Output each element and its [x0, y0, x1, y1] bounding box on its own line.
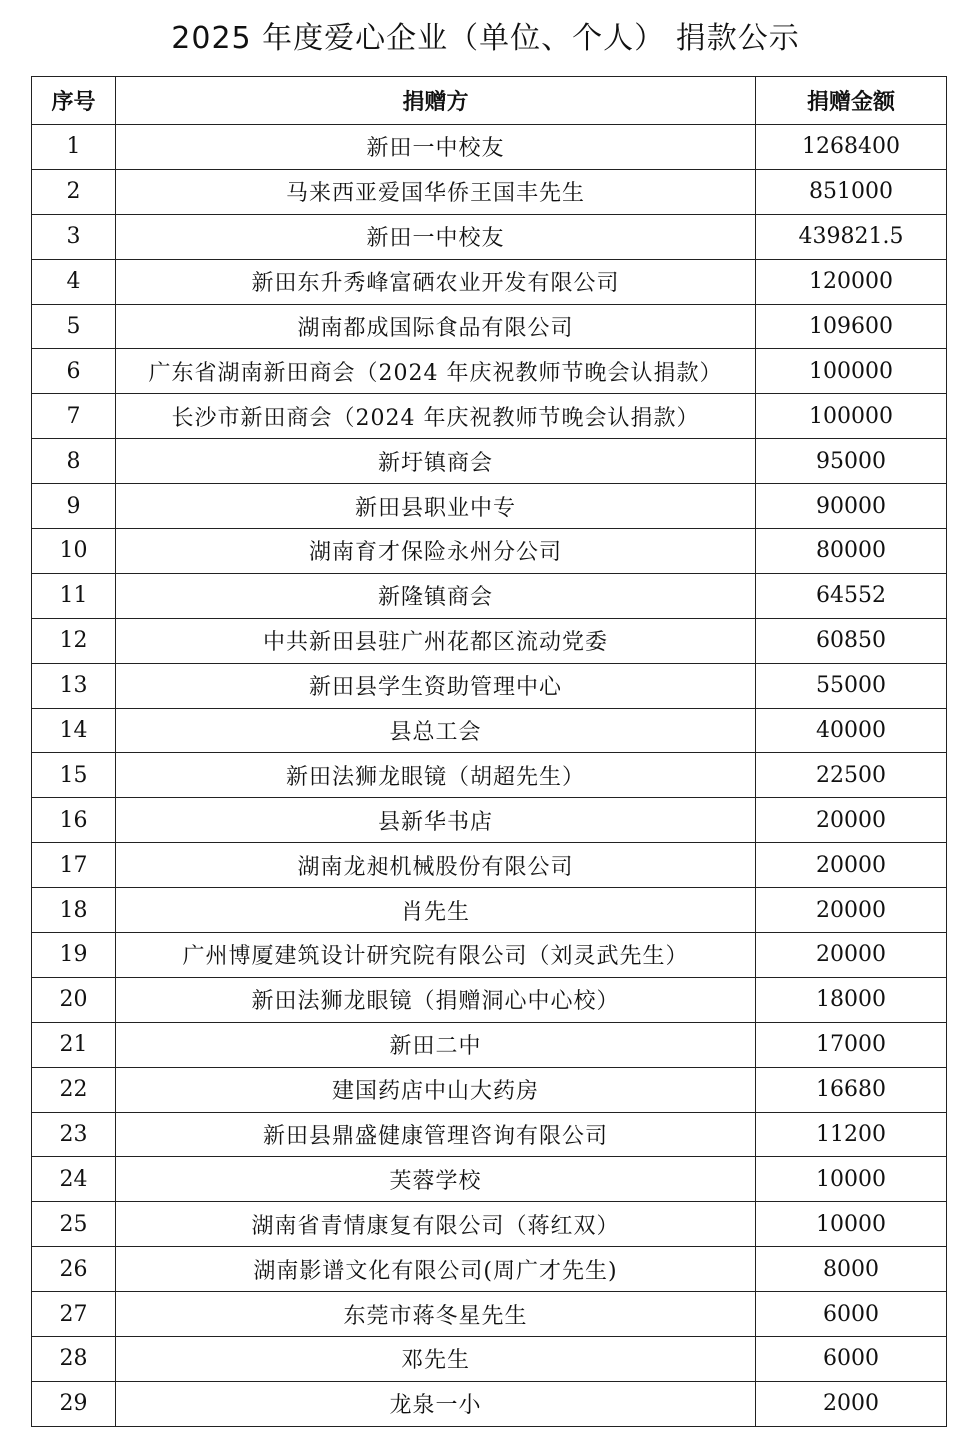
table-row	[32, 1067, 947, 1112]
donor-name: 长沙市新田商会（2024 年庆祝教师节晚会认捐款）	[116, 394, 756, 439]
row-index: 1	[32, 125, 116, 170]
column-header-donor: 捐赠方	[116, 77, 756, 125]
donation-amount: 64552	[756, 573, 947, 618]
donor-name: 湖南都成国际食品有限公司	[116, 304, 756, 349]
donor-name: 东莞市蒋冬星先生	[116, 1292, 756, 1337]
table-row	[32, 1292, 947, 1337]
table-row	[32, 888, 947, 933]
table-row	[32, 798, 947, 843]
donation-amount: 16680	[756, 1067, 947, 1112]
donor-name: 湖南龙昶机械股份有限公司	[116, 843, 756, 888]
table-row	[32, 1381, 947, 1426]
table-row	[32, 618, 947, 663]
donation-amount: 90000	[756, 484, 947, 529]
row-index: 16	[32, 798, 116, 843]
donation-amount: 6000	[756, 1292, 947, 1337]
row-index: 18	[32, 888, 116, 933]
row-index: 24	[32, 1157, 116, 1202]
table-row	[32, 753, 947, 798]
row-index: 8	[32, 439, 116, 484]
table-row	[32, 169, 947, 214]
row-index: 25	[32, 1202, 116, 1247]
table-row	[32, 1157, 947, 1202]
donor-name: 中共新田县驻广州花都区流动党委	[116, 618, 756, 663]
donor-name: 新田县学生资助管理中心	[116, 663, 756, 708]
row-index: 28	[32, 1337, 116, 1382]
row-index: 20	[32, 977, 116, 1022]
table-body	[32, 125, 947, 1427]
donor-name: 新田法狮龙眼镜（胡超先生）	[116, 753, 756, 798]
column-header-index: 序号	[32, 77, 116, 125]
table-row	[32, 1112, 947, 1157]
table-row	[32, 125, 947, 170]
donor-name: 县新华书店	[116, 798, 756, 843]
row-index: 22	[32, 1067, 116, 1112]
donation-amount: 120000	[756, 259, 947, 304]
donation-amount: 20000	[756, 843, 947, 888]
table-row	[32, 843, 947, 888]
donor-name: 新田一中校友	[116, 214, 756, 259]
donation-amount: 109600	[756, 304, 947, 349]
row-index: 21	[32, 1022, 116, 1067]
row-index: 4	[32, 259, 116, 304]
row-index: 5	[32, 304, 116, 349]
donation-amount: 100000	[756, 349, 947, 394]
table-row	[32, 484, 947, 529]
donation-amount: 851000	[756, 169, 947, 214]
table-row	[32, 933, 947, 978]
donor-name: 建国药店中山大药房	[116, 1067, 756, 1112]
row-index: 17	[32, 843, 116, 888]
page-title: 2025 年度爱心企业（单位、个人） 捐款公示	[171, 21, 800, 56]
row-index: 9	[32, 484, 116, 529]
row-index: 14	[32, 708, 116, 753]
table-row	[32, 394, 947, 439]
donation-amount: 10000	[756, 1157, 947, 1202]
donor-name: 新隆镇商会	[116, 573, 756, 618]
table-row	[32, 259, 947, 304]
donor-name: 新田县职业中专	[116, 484, 756, 529]
donation-amount: 20000	[756, 888, 947, 933]
donor-name: 龙泉一小	[116, 1381, 756, 1426]
table-row	[32, 1202, 947, 1247]
donation-amount: 95000	[756, 439, 947, 484]
donation-amount: 18000	[756, 977, 947, 1022]
table-row	[32, 663, 947, 708]
row-index: 12	[32, 618, 116, 663]
row-index: 6	[32, 349, 116, 394]
row-index: 11	[32, 573, 116, 618]
donation-amount: 80000	[756, 529, 947, 574]
row-index: 23	[32, 1112, 116, 1157]
donation-amount: 2000	[756, 1381, 947, 1426]
donation-amount: 10000	[756, 1202, 947, 1247]
donation-amount: 40000	[756, 708, 947, 753]
donor-name: 新圩镇商会	[116, 439, 756, 484]
donor-name: 广东省湖南新田商会（2024 年庆祝教师节晚会认捐款）	[116, 349, 756, 394]
donor-name: 新田二中	[116, 1022, 756, 1067]
row-index: 7	[32, 394, 116, 439]
table-row	[32, 349, 947, 394]
table-row	[32, 708, 947, 753]
table-row	[32, 1022, 947, 1067]
table-row	[32, 529, 947, 574]
donor-name: 新田法狮龙眼镜（捐赠洞心中心校）	[116, 977, 756, 1022]
donor-name: 县总工会	[116, 708, 756, 753]
donation-amount: 1268400	[756, 125, 947, 170]
table-row	[32, 977, 947, 1022]
table-row	[32, 214, 947, 259]
donor-name: 新田东升秀峰富硒农业开发有限公司	[116, 259, 756, 304]
column-header-amount: 捐赠金额	[756, 77, 947, 125]
donation-amount: 60850	[756, 618, 947, 663]
donor-name: 广州博厦建筑设计研究院有限公司（刘灵武先生）	[116, 933, 756, 978]
donation-amount: 100000	[756, 394, 947, 439]
donation-amount: 439821.5	[756, 214, 947, 259]
table-header-row	[32, 77, 947, 125]
donor-name: 新田县鼎盛健康管理咨询有限公司	[116, 1112, 756, 1157]
table-row	[32, 1247, 947, 1292]
row-index: 2	[32, 169, 116, 214]
donation-amount: 17000	[756, 1022, 947, 1067]
row-index: 13	[32, 663, 116, 708]
row-index: 26	[32, 1247, 116, 1292]
donation-amount: 22500	[756, 753, 947, 798]
donor-name: 肖先生	[116, 888, 756, 933]
row-index: 10	[32, 529, 116, 574]
donor-name: 湖南育才保险永州分公司	[116, 529, 756, 574]
donation-amount: 55000	[756, 663, 947, 708]
table-row	[32, 304, 947, 349]
table-row	[32, 1337, 947, 1382]
donations-table	[31, 76, 947, 1427]
row-index: 3	[32, 214, 116, 259]
donation-amount: 20000	[756, 933, 947, 978]
donor-name: 马来西亚爱国华侨王国丰先生	[116, 169, 756, 214]
donation-amount: 20000	[756, 798, 947, 843]
donation-amount: 11200	[756, 1112, 947, 1157]
row-index: 15	[32, 753, 116, 798]
row-index: 29	[32, 1381, 116, 1426]
table-row	[32, 439, 947, 484]
row-index: 19	[32, 933, 116, 978]
donor-name: 邓先生	[116, 1337, 756, 1382]
donation-amount: 8000	[756, 1247, 947, 1292]
table-row	[32, 573, 947, 618]
row-index: 27	[32, 1292, 116, 1337]
donor-name: 湖南省青情康复有限公司（蒋红双）	[116, 1202, 756, 1247]
donation-amount: 6000	[756, 1337, 947, 1382]
donor-name: 湖南影谱文化有限公司(周广才先生)	[116, 1247, 756, 1292]
donor-name: 新田一中校友	[116, 125, 756, 170]
donor-name: 芙蓉学校	[116, 1157, 756, 1202]
